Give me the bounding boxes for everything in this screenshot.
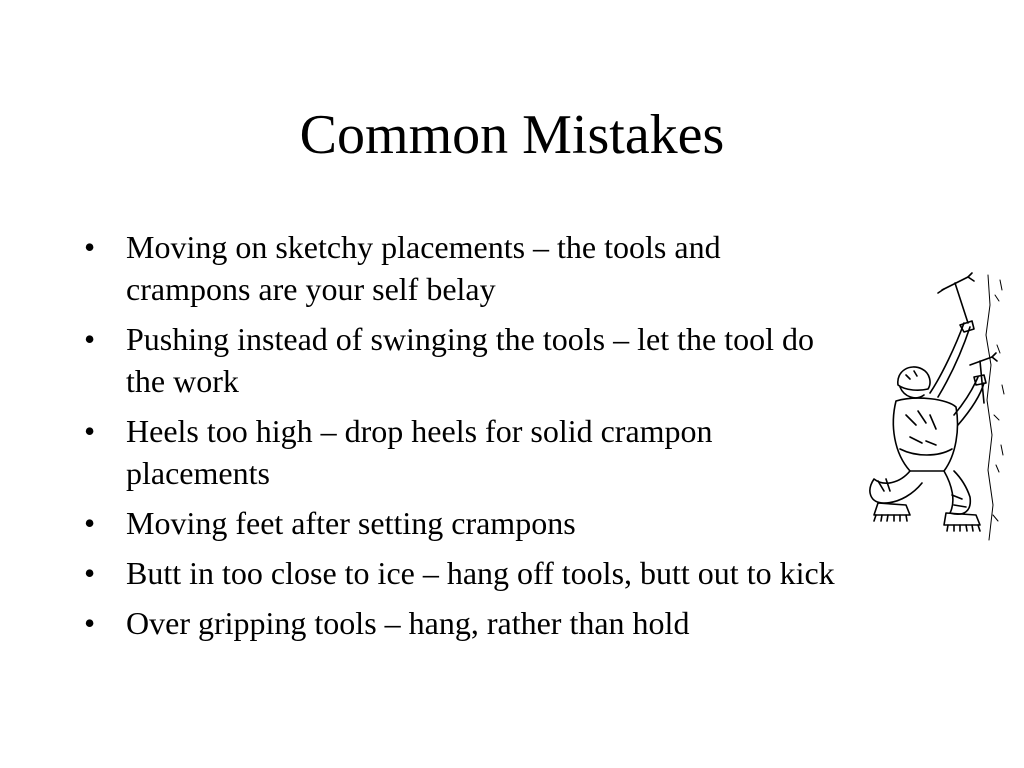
bullet-icon: •	[84, 413, 96, 449]
ice-axe-upper-icon	[938, 273, 974, 323]
climber-legs-icon	[870, 471, 970, 514]
bullet-item	[84, 318, 844, 402]
climber-torso-icon	[893, 398, 957, 471]
climber-lower-arm-icon	[954, 375, 986, 425]
bullet-item	[84, 602, 844, 644]
bullet-icon: •	[84, 605, 96, 641]
bullet-item	[84, 410, 844, 494]
ice-wall-icon	[986, 275, 1004, 540]
bullet-text: Moving feet after setting crampons	[126, 505, 576, 541]
bullet-item	[84, 502, 844, 544]
bullet-icon: •	[84, 555, 96, 591]
ice-climber-illustration	[860, 265, 1015, 550]
slide-title: Common Mistakes	[299, 104, 725, 166]
bullet-item	[84, 552, 844, 594]
bullet-icon: •	[84, 321, 96, 357]
bullet-item	[84, 226, 844, 310]
climber-upper-arm-icon	[930, 321, 974, 397]
bullet-list	[84, 226, 844, 652]
bullet-icon: •	[84, 229, 96, 265]
climber-head-icon	[898, 367, 930, 398]
bullet-text: Pushing instead of swinging the tools – let the tool do the work	[126, 321, 814, 399]
bullet-text: Over gripping tools – hang, rather than hold	[126, 605, 690, 641]
bullet-text: Moving on sketchy placements – the tools and crampons are your self belay	[126, 229, 721, 307]
bullet-text: Butt in too close to ice – hang off tools, butt out to kick	[126, 555, 835, 591]
bullet-text: Heels too high – drop heels for solid crampon placements	[126, 413, 713, 491]
bullet-icon: •	[84, 505, 96, 541]
